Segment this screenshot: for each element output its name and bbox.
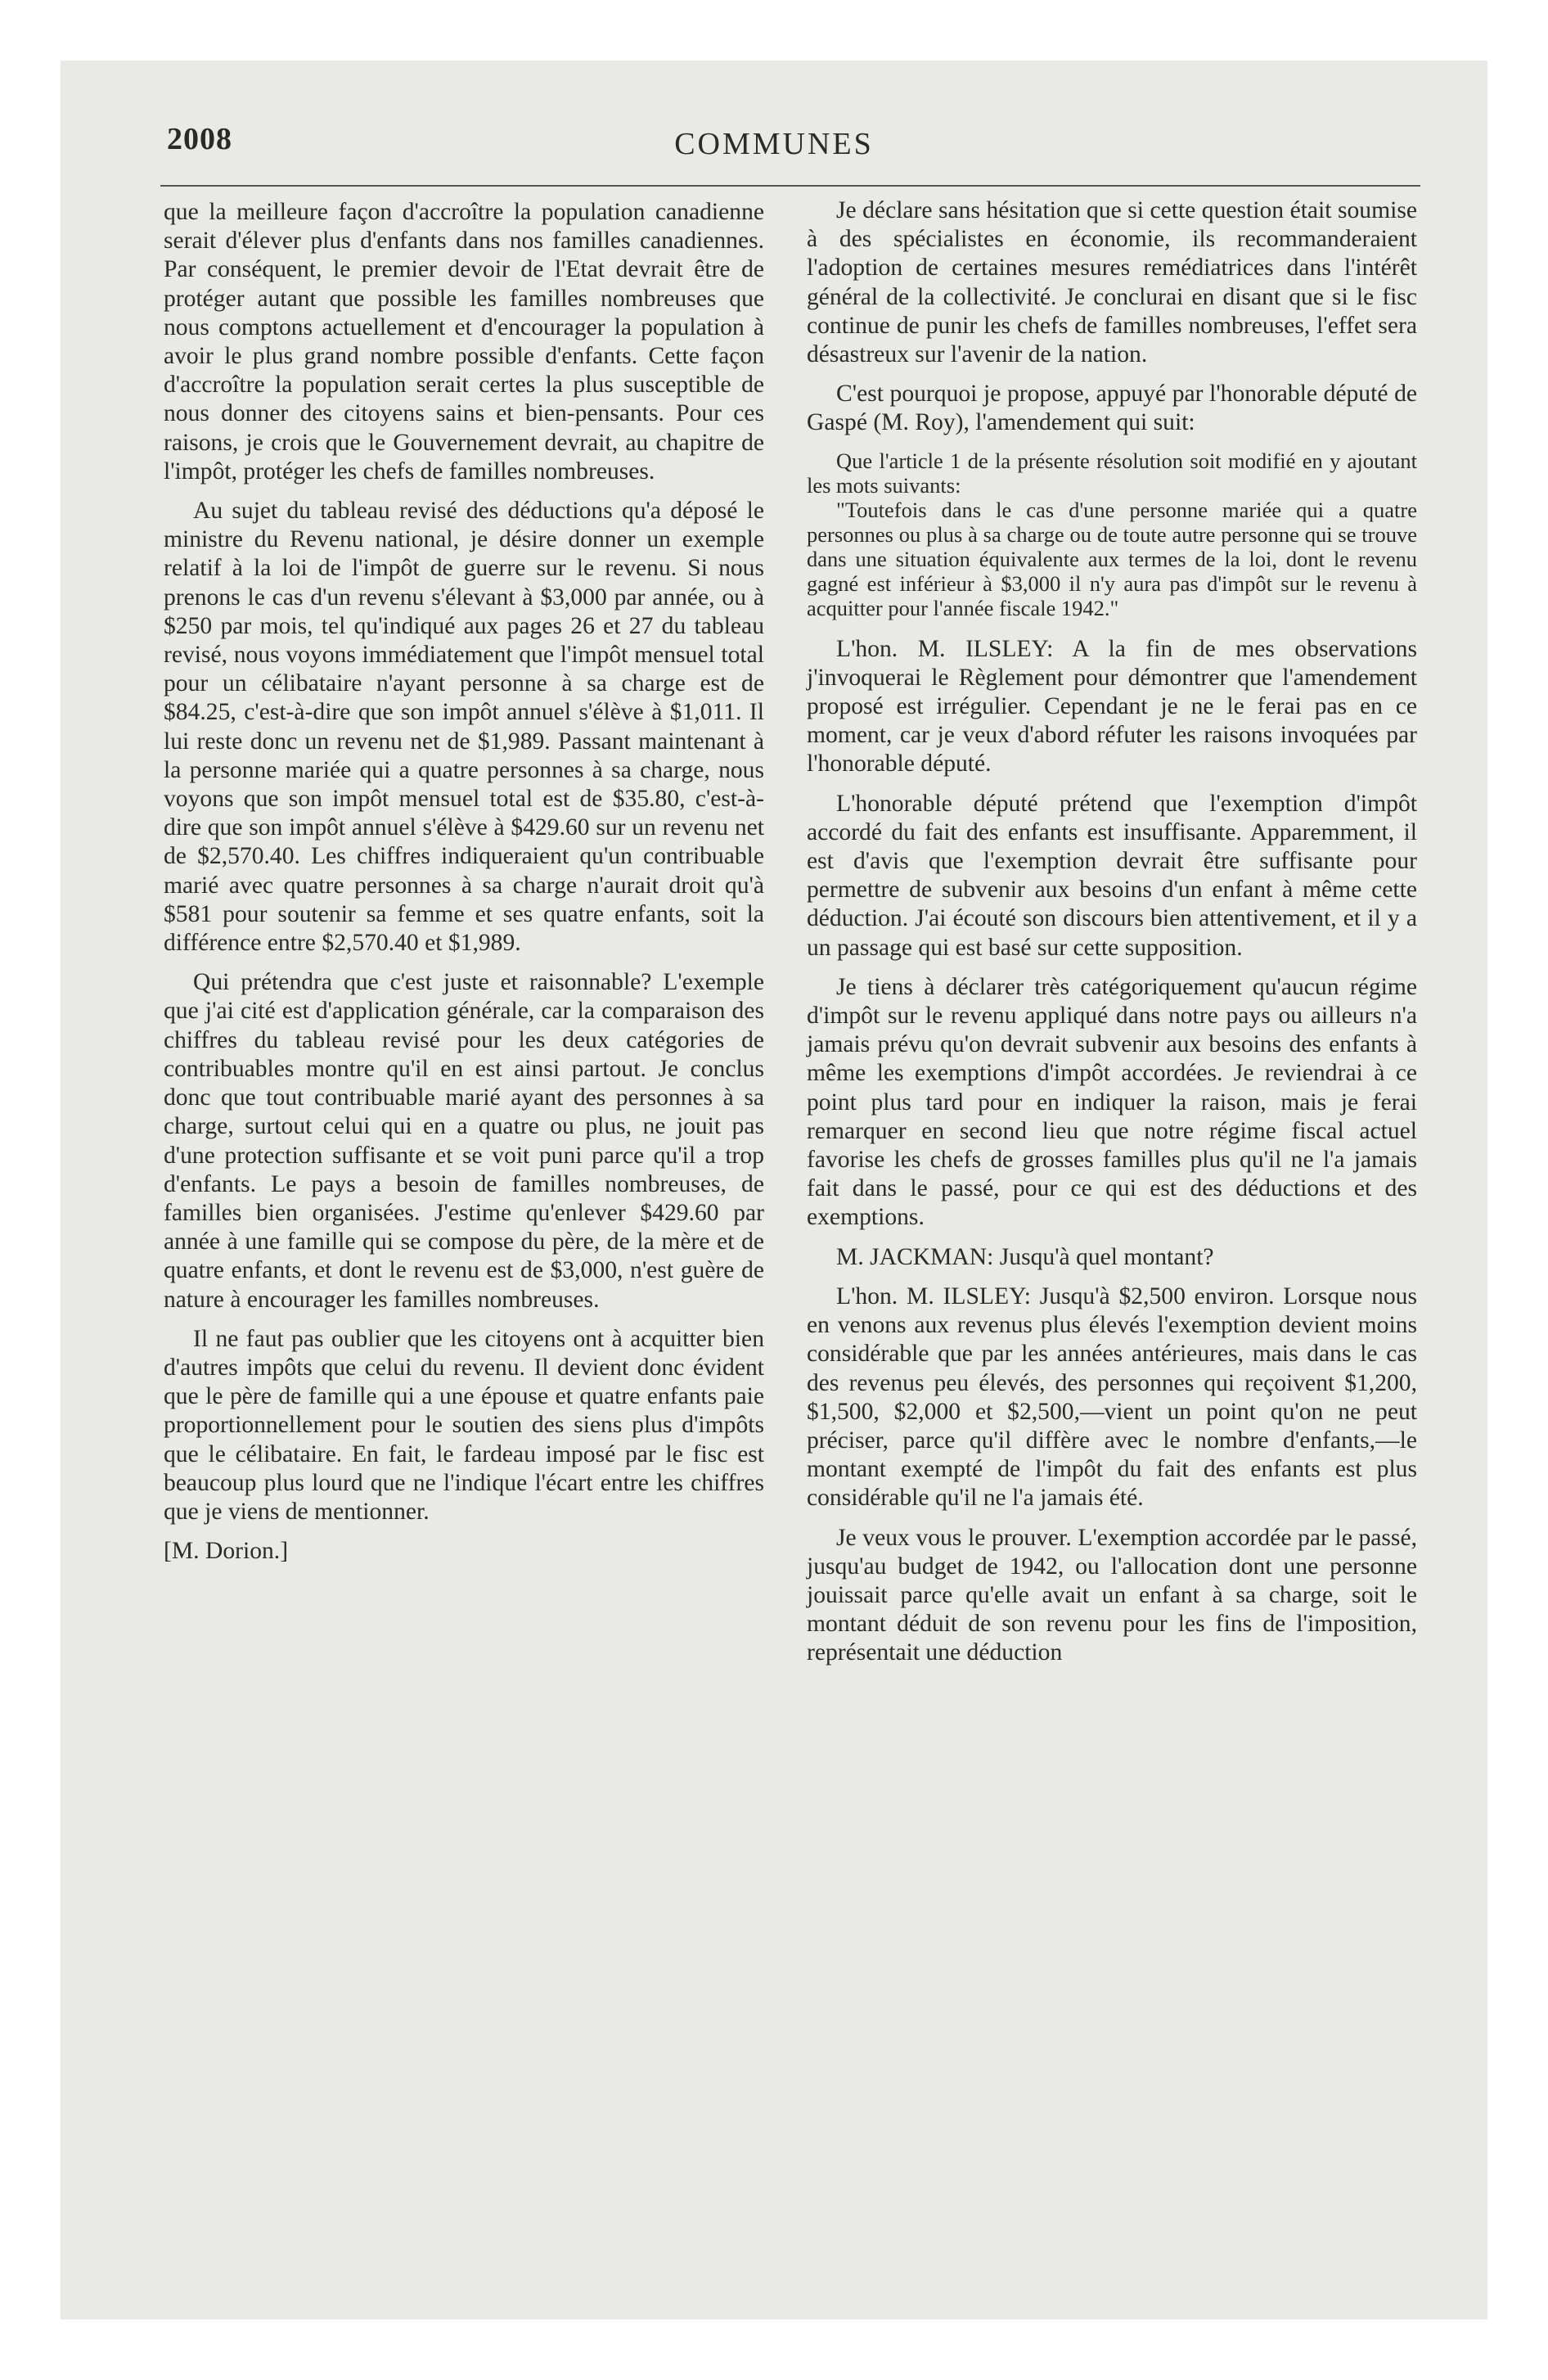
paragraph: que la meilleure façon d'accroître la population canadienne serait d'élever plus d'enfants dans nos familles canadiennes. Par conséquent, le premier devoir de l'Etat devrait être de protéger autant que possible les familles nombreuses que nous comptons actuellement et d'encourager la population à avoir le plus grand nombre possible d'enfants. Cette façon d'accroître la population serait certes la plus susceptible de nous donner des citoyens sains et bien-pensants. Pour ces raisons, je crois que le Gouvernement devrait, au chapitre de l'impôt, protéger les chefs de familles nombreuses. bbox=[164, 199, 764, 485]
paragraph: L'hon. M. ILSLEY: Jusqu'à $2,500 environ. Lorsque nous en venons aux revenus plus élevés l'exemption devient moins considérable que par les années antérieures, mais dans le cas des revenus peu élevés, des personnes qui reçoivent $1,200, $1,500, $2,000 et $2,500,—vient un point qu'on ne peut préciser, parce qu'il diffère avec le nombre d'enfants,—le montant exempté de l'impôt du fait des enfants est plus considérable qu'il ne l'a jamais été. bbox=[807, 1282, 1417, 1512]
paragraph: Je veux vous le prouver. L'exemption accordée par le passé, jusqu'au budget de 1942, ou l'allocation dont une personne jouissait parce qu'elle avait un enfant à sa charge, soit le montant déduit de son revenu pour les fins de l'imposition, représentait une déduction bbox=[807, 1524, 1417, 1666]
paragraph: Je déclare sans hésitation que si cette question était soumise à des spécialistes en économie, ils recommanderaient l'adoption de certaines mesures remédiatrices dans l'intérêt général de la collectivité. Je conclurai en disant que si le fisc continue de punir les chefs de familles nombreuses, l'effet sera désastreux sur l'avenir de la nation. bbox=[807, 197, 1417, 368]
running-head: COMMUNES bbox=[674, 127, 874, 161]
header-rule bbox=[160, 185, 1420, 187]
left-column bbox=[164, 198, 764, 1576]
paragraph: C'est pourquoi je propose, appuyé par l'honorable député de Gaspé (M. Roy), l'amendement qui suit: bbox=[807, 381, 1417, 436]
amendment-text bbox=[807, 449, 1417, 620]
paragraph: Au sujet du tableau revisé des déductions qu'a déposé le ministre du Revenu national, je désire donner un exemple relatif à la loi de l'impôt de guerre sur le revenu. Si nous prenons le cas d'un revenu s'élevant à $3,000 par année, ou à $250 par mois, tel qu'indiqué aux pages 26 et 27 du tableau revisé, nous voyons immédiatement que l'impôt mensuel total pour un célibataire n'ayant personne à sa charge est de $84.25, c'est-à-dire que son impôt annuel s'élève à $1,011. Il lui reste donc un revenu net de $1,989. Passant maintenant à la personne mariée qui a quatre personnes à sa charge, nous voyons que son impôt mensuel total est de $35.80, c'est-à-dire que son impôt annuel s'élève à $429.60 sur un revenu net de $2,570.40. Les chiffres indiqueraient qu'un contribuable marié avec quatre personnes à sa charge n'aurait droit qu'à $581 pour soutenir sa femme et ses quatre enfants, soit la différence entre $2,570.40 et $1,989. bbox=[164, 498, 764, 957]
paragraph: L'hon. M. ILSLEY: A la fin de mes observations j'invoquerai le Règlement pour démontrer que l'amendement proposé est irrégulier. Cependant je ne le ferai pas en ce moment, car je veux d'abord réfuter les raisons invoquées par l'honorable député. bbox=[807, 635, 1417, 778]
page-number: 2008 bbox=[167, 122, 232, 156]
amendment-intro: Que l'article 1 de la présente résolution soit modifié en y ajoutant les mots suivants: bbox=[807, 448, 1417, 498]
right-column bbox=[807, 196, 1417, 1679]
paragraph: Qui prétendra que c'est juste et raisonnable? L'exemple que j'ai cité est d'application générale, car la comparaison des chiffres du tableau revisé pour les deux catégories de contribuables montre qu'il en est ainsi partout. Je conclus donc que tout contribuable marié ayant des personnes à sa charge, surtout celui qui en a quatre ou plus, ne jouit pas d'une protection suffisante et se voit puni parce qu'il a trop d'enfants. Le pays a besoin de familles nombreuses, de familles bien organisées. J'estime qu'enlever $429.60 par année à une famille qui se compose du père, de la mère et de quatre enfants, et dont le revenu est de $3,000, n'est guère de nature à encourager les familles nombreuses. bbox=[164, 969, 764, 1313]
paragraph: Je tiens à déclarer très catégoriquement qu'aucun régime d'impôt sur le revenu appliqué dans notre pays ou ailleurs n'a jamais prévu qu'on devrait subvenir aux besoins des enfants à même les exemptions d'impôt accordées. Je reviendrai à ce point plus tard pour en indiquer la raison, mais je ferai remarquer en second lieu que notre régime fiscal actuel favorise les chefs de grosses familles plus qu'il ne l'a jamais fait dans le passé, pour ce qui est des déductions et des exemptions. bbox=[807, 973, 1417, 1231]
amendment-quote: "Toutefois dans le cas d'une personne mariée qui a quatre personnes ou plus à sa charge ou de toute autre personne qui se trouve dans une situation équivalente aux termes de la loi, dont le revenu gagné est inférieur à $3,000 il n'y aura pas d'impôt sur le revenu à acquitter pour l'année fiscale 1942." bbox=[807, 497, 1417, 620]
paragraph: Il ne faut pas oublier que les citoyens ont à acquitter bien d'autres impôts que celui du revenu. Il devient donc évident que le père de famille qui a une épouse et quatre enfants paie proportionnellement pour le soutien des siens plus d'impôts que le célibataire. En fait, le fardeau imposé par le fisc est beaucoup plus lourd que ne l'indique l'écart entre les chiffres que je viens de mentionner. bbox=[164, 1325, 764, 1525]
speaker-attribution: [M. Dorion.] bbox=[164, 1538, 289, 1565]
paragraph: L'honorable député prétend que l'exemption d'impôt accordé du fait des enfants est insuffisante. Apparemment, il est d'avis que l'exemption devrait être suffisante pour permettre de subvenir aux besoins d'un enfant à même cette déduction. J'ai écouté son discours bien attentivement, et il y a un passage qui est basé sur cette supposition. bbox=[807, 790, 1417, 961]
paragraph: M. JACKMAN: Jusqu'à quel montant? bbox=[836, 1243, 1214, 1270]
